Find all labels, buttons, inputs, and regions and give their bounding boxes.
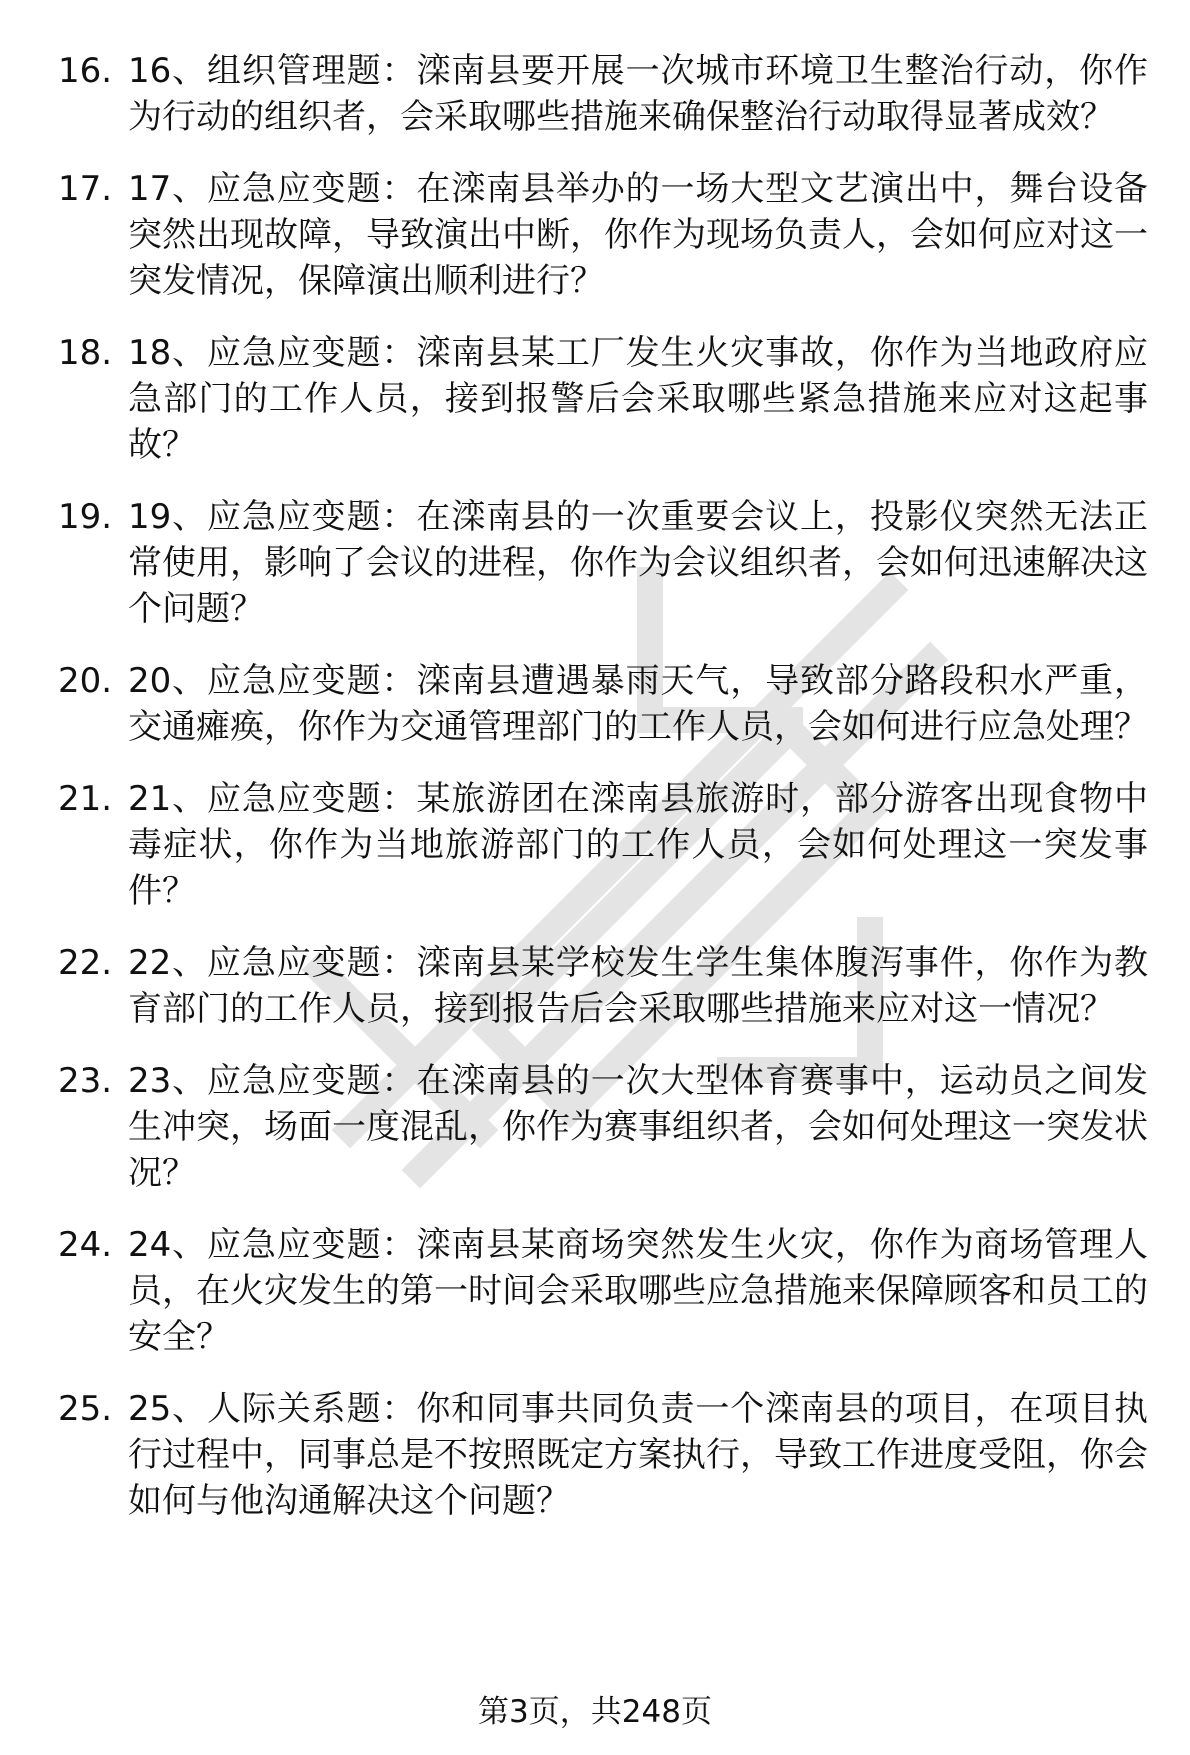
page-number: 第3页，共248页 bbox=[478, 1694, 712, 1730]
question-text: 24、应急应变题：滦南县某商场突然发生火灾，你作为商场管理人员，在火灾发生的第一时间会采取哪些应急措施来保障顾客和员工的安全？ bbox=[128, 1225, 1148, 1357]
question-text: 16、组织管理题：滦南县要开展一次城市环境卫生整治行动，你作为行动的组织者，会采取哪些措施来确保整治行动取得显著成效？ bbox=[128, 51, 1148, 137]
question-text: 25、人际关系题：你和同事共同负责一个滦南县的项目，在项目执行过程中，同事总是不按照既定方案执行，导致工作进度受阻，你会如何与他沟通解决这个问题？ bbox=[128, 1389, 1148, 1521]
question-text: 20、应急应变题：滦南县遭遇暴雨天气，导致部分路段积水严重，交通瘫痪，你作为交通管理部门的工作人员，会如何进行应急处理？ bbox=[128, 661, 1148, 747]
question-number: 20. bbox=[58, 661, 113, 701]
question-number: 24. bbox=[58, 1225, 113, 1265]
list-item bbox=[58, 494, 1148, 632]
list-item bbox=[58, 48, 1148, 140]
question-number: 18. bbox=[58, 333, 113, 373]
question-text: 21、应急应变题：某旅游团在滦南县旅游时，部分游客出现食物中毒症状，你作为当地旅游部门的工作人员，会如何处理这一突发事件？ bbox=[128, 779, 1148, 911]
list-item bbox=[58, 776, 1148, 914]
question-number: 17. bbox=[58, 169, 113, 209]
question-number: 25. bbox=[58, 1389, 113, 1429]
question-text: 19、应急应变题：在滦南县的一次重要会议上，投影仪突然无法正常使用，影响了会议的进程，你作为会议组织者，会如何迅速解决这个问题？ bbox=[128, 497, 1148, 629]
list-item bbox=[58, 1222, 1148, 1360]
question-number: 21. bbox=[58, 779, 113, 819]
question-number: 19. bbox=[58, 497, 113, 537]
question-number: 23. bbox=[58, 1061, 113, 1101]
question-list bbox=[58, 48, 1148, 1550]
list-item bbox=[58, 1058, 1148, 1196]
list-item bbox=[58, 1386, 1148, 1524]
question-text: 23、应急应变题：在滦南县的一次大型体育赛事中，运动员之间发生冲突，场面一度混乱，你作为赛事组织者，会如何处理这一突发状况？ bbox=[128, 1061, 1148, 1193]
question-number: 16. bbox=[58, 51, 113, 91]
question-text: 18、应急应变题：滦南县某工厂发生火灾事故，你作为当地政府应急部门的工作人员，接到报警后会采取哪些紧急措施来应对这起事故？ bbox=[128, 333, 1148, 465]
list-item bbox=[58, 658, 1148, 750]
question-text: 17、应急应变题：在滦南县举办的一场大型文艺演出中，舞台设备突然出现故障，导致演出中断，你作为现场负责人，会如何应对这一突发情况，保障演出顺利进行？ bbox=[128, 169, 1148, 301]
list-item bbox=[58, 940, 1148, 1032]
question-number: 22. bbox=[58, 943, 113, 983]
question-text: 22、应急应变题：滦南县某学校发生学生集体腹泻事件，你作为教育部门的工作人员，接到报告后会采取哪些措施来应对这一情况？ bbox=[128, 943, 1148, 1029]
list-item bbox=[58, 330, 1148, 468]
list-item bbox=[58, 166, 1148, 304]
